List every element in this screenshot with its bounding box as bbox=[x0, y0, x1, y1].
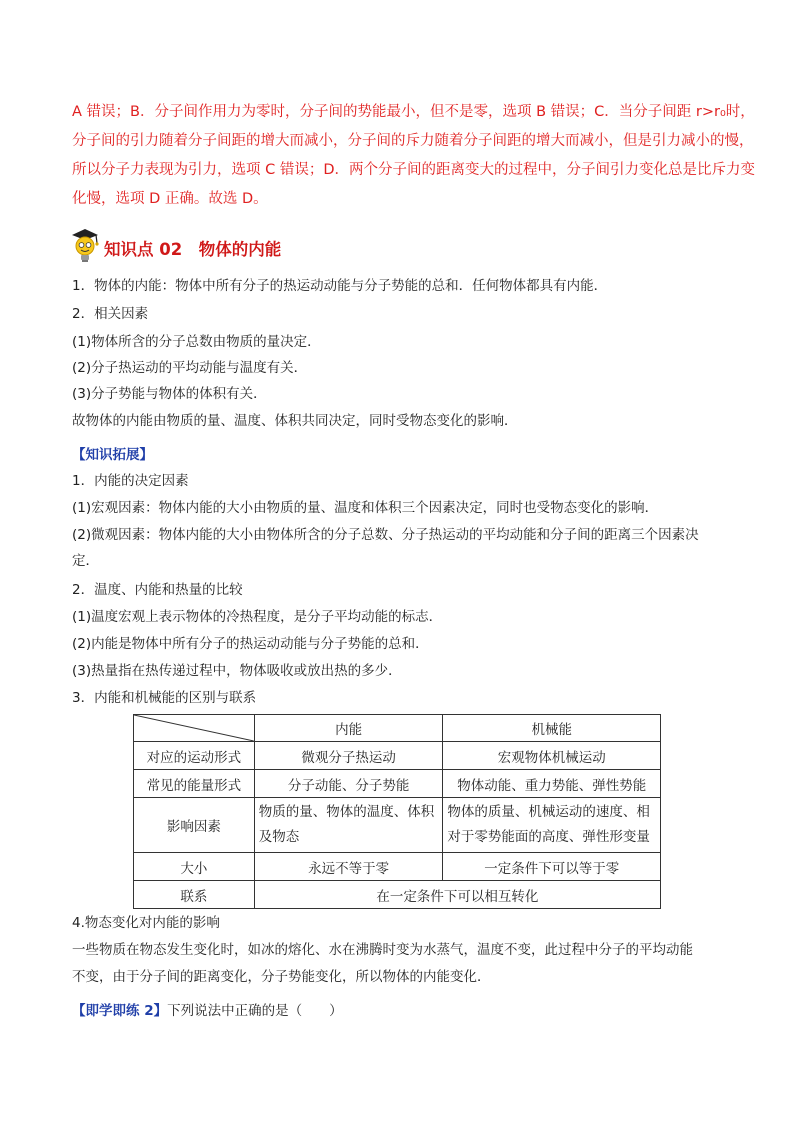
row-label: 常见的能量形式 bbox=[134, 770, 255, 798]
row-label: 大小 bbox=[134, 853, 255, 881]
table-row bbox=[134, 770, 661, 798]
table-row bbox=[134, 742, 661, 770]
cell-line: 对于零势能面的高度、弹性形变量 bbox=[447, 829, 650, 845]
knowledge-point-title: 知识点 02 物体的内能 bbox=[104, 240, 282, 259]
explanation-line: 化慢，选项 D 正确。故选 D。 bbox=[72, 191, 268, 207]
extension-line: (2)内能是物体中所有分子的热运动动能与分子势能的总和． bbox=[72, 636, 429, 652]
table-header-row bbox=[134, 715, 661, 742]
exercise-tag: 【即学即练 2】 bbox=[72, 1003, 168, 1019]
internal-cell: 分子动能、分子势能 bbox=[254, 770, 443, 798]
intro-line: (3)分子势能与物体的体积有关． bbox=[72, 386, 267, 402]
header-mechanical-energy: 机械能 bbox=[443, 715, 661, 742]
extension-line: (3)热量指在热传递过程中，物体吸收或放出热的多少． bbox=[72, 663, 402, 679]
row-label: 联系 bbox=[134, 881, 255, 909]
cell-line: 物体的质量、机械运动的速度、相 bbox=[447, 804, 650, 820]
row-label: 对应的运动形式 bbox=[134, 742, 255, 770]
graduate-bulb-icon bbox=[68, 226, 102, 266]
intro-line: (2)分子热运动的平均动能与温度有关． bbox=[72, 360, 308, 376]
header-internal-energy: 内能 bbox=[254, 715, 443, 742]
phase-change-line: 不变，由于分子间的距离变化，分子势能变化，所以物体的内能变化． bbox=[72, 969, 491, 985]
exercise-line bbox=[72, 999, 343, 1019]
intro-line: 故物体的内能由物质的量、温度、体积共同决定，同时受物态变化的影响． bbox=[72, 413, 518, 429]
phase-change-line: 一些物质在物态发生变化时，如冰的熔化、水在沸腾时变为水蒸气，温度不变，此过程中分子的平均动能 bbox=[72, 942, 693, 958]
cell-line: 物质的量、物体的温度、体积 bbox=[258, 804, 435, 820]
comparison-table bbox=[133, 714, 661, 909]
mechanical-cell: 宏观物体机械运动 bbox=[443, 742, 661, 770]
intro-line: (1)物体所含的分子总数由物质的量决定． bbox=[72, 334, 321, 350]
internal-cell: 永远不等于零 bbox=[254, 853, 443, 881]
mechanical-cell: 一定条件下可以等于零 bbox=[443, 853, 661, 881]
row-label: 影响因素 bbox=[134, 798, 255, 853]
intro-line: 2．相关因素 bbox=[72, 306, 149, 322]
extension-line: (2)微观因素：物体内能的大小由物体所含的分子总数、分子热运动的平均动能和分子间的距离三个因素决 bbox=[72, 527, 699, 543]
knowledge-point-heading bbox=[68, 226, 468, 266]
explanation-line: A 错误；B．分子间作用力为零时，分子间的势能最小，但不是零，选项 B 错误；C．当分子间距 r>r₀时， bbox=[72, 104, 755, 120]
internal-cell bbox=[254, 798, 443, 853]
extension-line: 3．内能和机械能的区别与联系 bbox=[72, 690, 257, 706]
answer-explanation bbox=[72, 98, 756, 214]
extension-line: 1．内能的决定因素 bbox=[72, 473, 189, 489]
merged-cell: 在一定条件下可以相互转化 bbox=[254, 881, 660, 909]
extension-line: 2．温度、内能和热量的比较 bbox=[72, 582, 243, 598]
extension-line: (1)宏观因素：物体内能的大小由物质的量、温度和体积三个因素决定，同时也受物态变化的影响． bbox=[72, 500, 659, 516]
intro-line: 1．物体的内能：物体中所有分子的热运动动能与分子势能的总和．任何物体都具有内能． bbox=[72, 278, 608, 294]
cell-line: 及物态 bbox=[258, 829, 300, 845]
diagonal-line bbox=[134, 715, 254, 741]
knowledge-extension-tag: 【知识拓展】 bbox=[72, 447, 153, 463]
internal-cell: 微观分子热运动 bbox=[254, 742, 443, 770]
mechanical-cell: 物体动能、重力势能、弹性势能 bbox=[443, 770, 661, 798]
extension-line: 定． bbox=[72, 553, 99, 569]
extension-line: (1)温度宏观上表示物体的冷热程度，是分子平均动能的标志． bbox=[72, 609, 443, 625]
table-row bbox=[134, 881, 661, 909]
exercise-question: 下列说法中正确的是（ ） bbox=[167, 1003, 343, 1019]
explanation-line: 所以分子力表现为引力，选项 C 错误；D．两个分子间的距离变大的过程中，分子间引力变化总是比斥力变 bbox=[72, 162, 756, 178]
mechanical-cell bbox=[443, 798, 661, 853]
table-row bbox=[134, 798, 661, 853]
explanation-line: 分子间的引力随着分子间距的增大而减小，分子间的斥力随着分子间距的增大而减小，但是引力减小的慢， bbox=[72, 133, 754, 149]
diagonal-header-cell bbox=[134, 715, 255, 742]
phase-change-heading: 4.物态变化对内能的影响 bbox=[72, 915, 220, 931]
table-row bbox=[134, 853, 661, 881]
